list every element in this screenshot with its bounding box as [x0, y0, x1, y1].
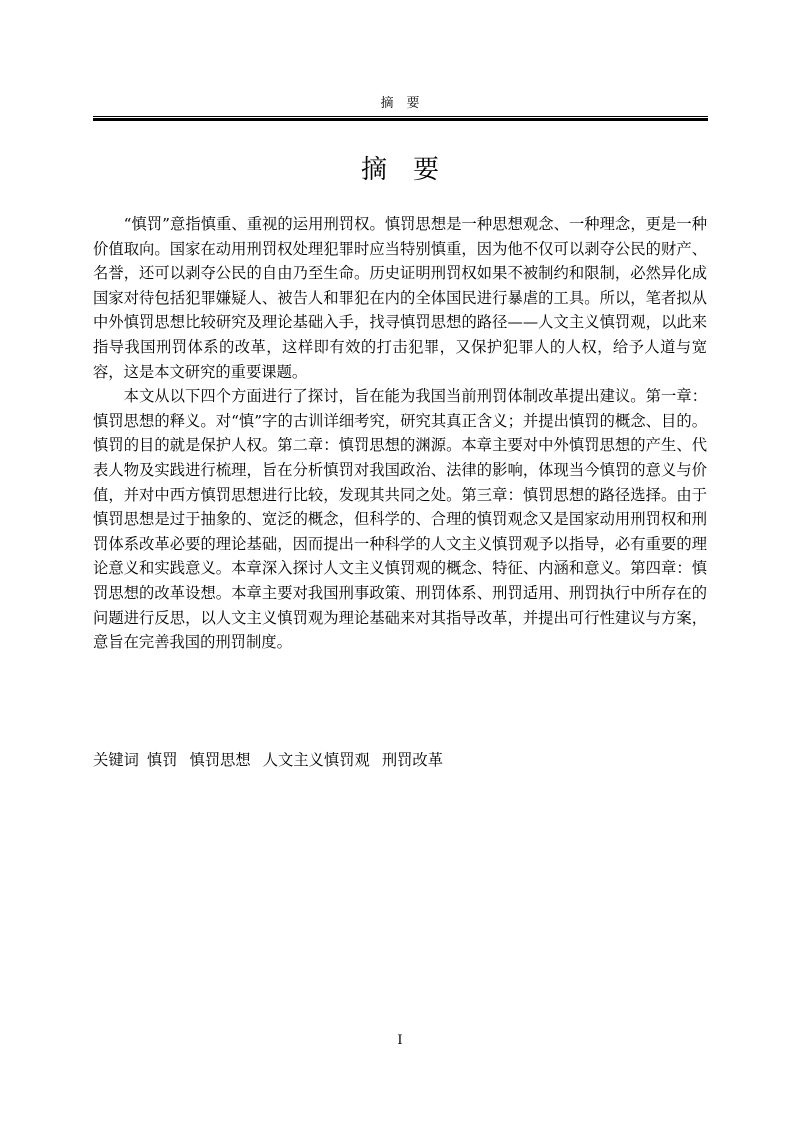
keywords-line: [93, 748, 707, 772]
abstract-body: [93, 212, 707, 655]
keywords-label: 关键词: [93, 751, 139, 769]
header-rule-thick: [93, 118, 708, 121]
keyword-item: 慎罚: [146, 751, 178, 769]
abstract-paragraph-1: “慎罚”意指慎重、重视的运用刑罚权。慎罚思想是一种思想观念、一种理念，更是一种价值取向。国家在动用刑罚权处理犯罪时应当特别慎重，因为他不仅可以剥夺公民的财产、名誉，还可以剥夺公民的自由乃至生命。历史证明刑罚权如果不被制约和限制，必然异化成国家对待包括犯罪嫌疑人、被告人和罪犯在内的全体国民进行暴虐的工具。所以，笔者拟从中外慎罚思想比较研究及理论基础入手，找寻慎罚思想的路径——人文主义慎罚观，以此来指导我国刑罚体系的改革，这样即有效的打击犯罪，又保护犯罪人的人权，给予人道与宽容，这是本文研究的重要课题。: [93, 215, 707, 381]
keyword-item: 刑罚改革: [381, 751, 444, 769]
keyword-item: 人文主义慎罚观: [262, 751, 370, 769]
page-title: 摘 要: [360, 155, 439, 185]
header-rule-thin: [93, 116, 708, 117]
running-header: 摘 要: [380, 96, 420, 111]
keyword-item: 慎罚思想: [189, 751, 251, 769]
abstract-paragraph-2: 本文从以下四个方面进行了探讨，旨在能为我国当前刑罚体制改革提出建议。第一章：慎罚思想的释义。对“慎”字的古训详细考究，研究其真正含义；并提出慎罚的概念、目的。慎罚的目的就是保护人权。第二章：慎罚思想的渊源。本章主要对中外慎罚思想的产生、代表人物及实践进行梳理，旨在分析慎罚对我国政治、法律的影响，体现当今慎罚的意义与价值，并对中西方慎罚思想进行比较，发现其共同之处。第三章：慎罚思想的路径选择。由于慎罚思想是过于抽象的、宽泛的概念，但科学的、合理的慎罚观念又是国家动用刑罚权和刑罚体系改革必要的理论基础，因而提出一种科学的人文主义慎罚观予以指导，必有重要的理论意义和实践意义。本章深入探讨人文主义慎罚观的概念、特征、内涵和意义。第四章：慎罚思想的改革设想。本章主要对我国刑事政策、刑罚体系、刑罚适用、刑罚执行中所存在的问题进行反思，以人文主义慎罚观为理论基础来对其指导改革，并提出可行性建议与方案，意旨在完善我国的刑罚制度。: [93, 387, 707, 652]
page-number: I: [397, 1033, 403, 1048]
